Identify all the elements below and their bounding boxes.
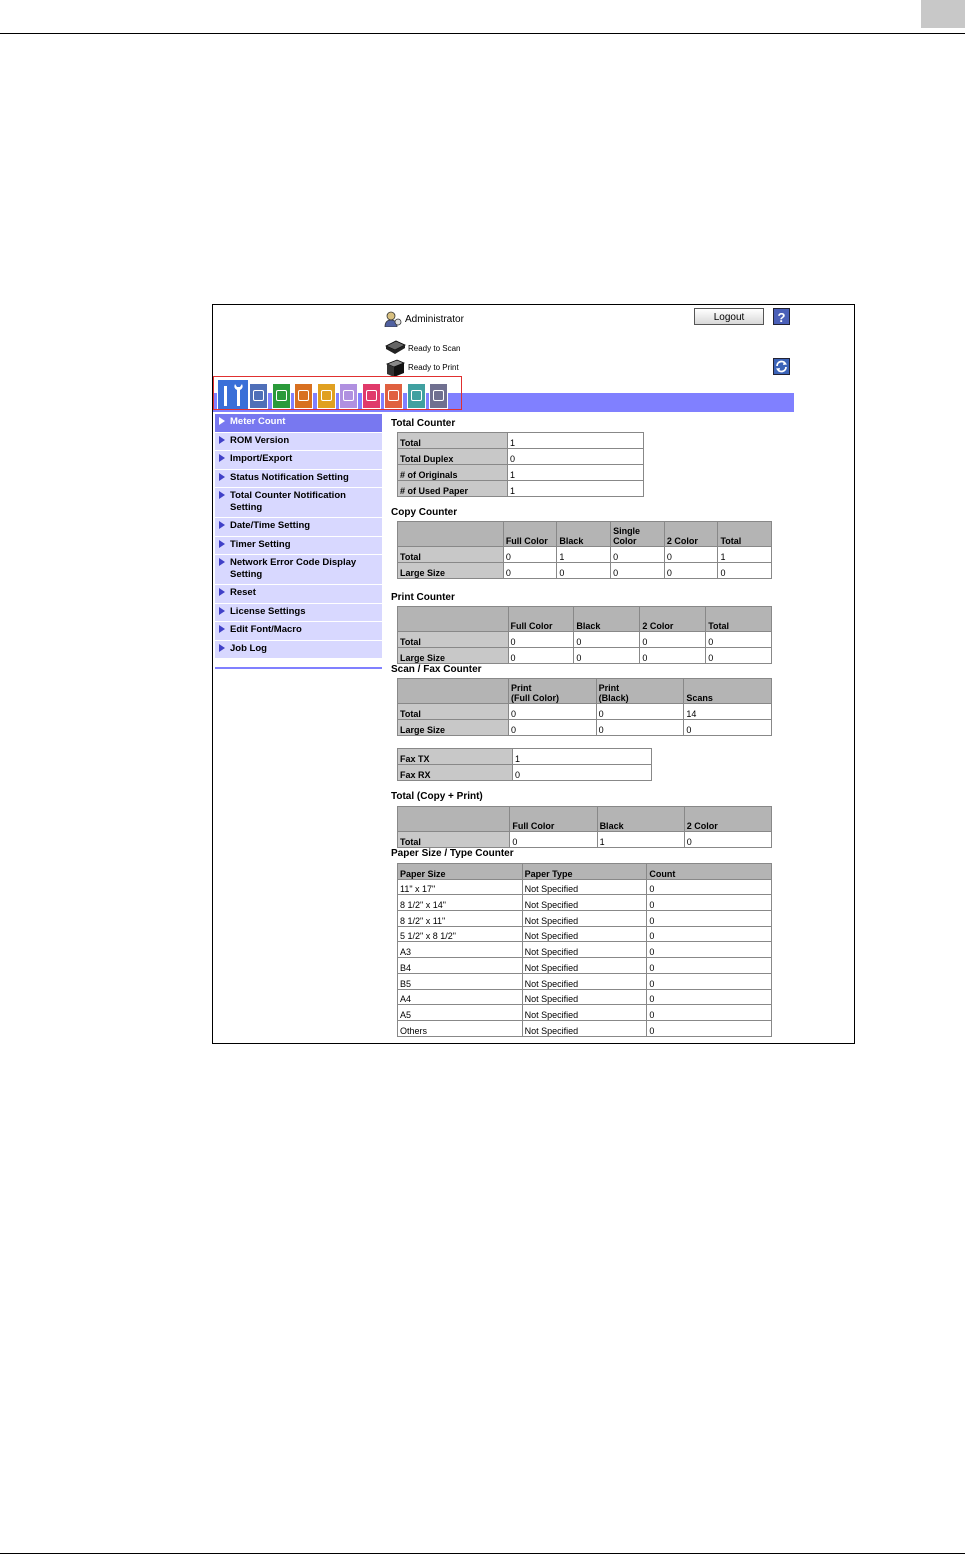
row-label: Large Size [398,648,509,664]
row-value: 0 [611,563,665,579]
header-blank [398,607,509,632]
column-header-line: (Black) [598,693,629,703]
fax-counter-table [397,748,652,781]
row-label: Large Size [398,563,504,579]
paper-counter-table [397,863,772,1037]
paper-size: B4 [398,958,523,974]
paper-size: 8 1/2" x 11" [398,911,523,927]
column-header: Black [557,522,611,547]
row-value: 0 [508,632,574,648]
row-value: 0 [706,648,772,664]
triangle-right-icon [219,454,225,462]
row-label: Total [398,433,508,449]
help-button[interactable]: ? [773,308,790,325]
column-header: Black [574,607,640,632]
row-label: Total [398,832,510,848]
column-header: Full Color [510,807,597,832]
triangle-right-icon [219,491,225,499]
column-header: Full Color [503,522,557,547]
sidebar-item-label: Edit Font/Macro [230,624,302,635]
paper-type: Not Specified [522,926,647,942]
table-row [398,704,772,720]
column-header-line: Scans [686,693,713,703]
column-header: Black [597,807,684,832]
row-value: 1 [508,465,644,481]
sidebar-item[interactable] [215,488,382,518]
table-row [398,765,652,781]
paper-count: 0 [647,926,772,942]
paper-type: Not Specified [522,1005,647,1021]
column-header: Total [706,607,772,632]
row-label: # of Originals [398,465,508,481]
total-copy-print-table [397,806,772,848]
triangle-right-icon [219,607,225,615]
header-blank [398,522,504,547]
paper-count: 0 [647,958,772,974]
print-counter-table [397,606,772,664]
table-row [398,433,644,449]
table-row [398,632,772,648]
paper-count: 0 [647,1005,772,1021]
column-header [684,679,772,704]
sidebar-item[interactable] [215,585,382,604]
paper-type: Not Specified [522,911,647,927]
paper-type: Not Specified [522,1020,647,1036]
sidebar-item-label: ROM Version [230,434,290,446]
sidebar-divider [215,667,382,669]
table-row [398,832,772,848]
row-label: Fax RX [398,765,513,781]
triangle-right-icon [219,473,225,481]
column-header [596,679,684,704]
column-header-line: Print [598,683,620,693]
sidebar-item-label: License Settings [230,605,306,617]
scan-fax-counter-table [397,678,772,736]
row-value: 0 [508,648,574,664]
status-scan: Ready to Scan [408,344,461,353]
table-row [398,989,772,1005]
row-value: 1 [508,433,644,449]
row-label: Total [398,704,509,720]
paper-size: A4 [398,989,523,1005]
sidebar-item[interactable] [215,537,382,556]
paper-size: 5 1/2" x 8 1/2" [398,926,523,942]
column-header: 2 Color [664,522,718,547]
row-value: 0 [574,632,640,648]
table-row [398,481,644,497]
total-counter-table [397,432,644,497]
table-row [398,563,772,579]
row-value: 0 [508,449,644,465]
sidebar-item[interactable] [215,414,382,433]
administrator-label: Administrator [405,314,464,325]
page-bottom-rule [0,1553,965,1554]
table-row [398,1020,772,1036]
sidebar [215,414,382,669]
page-number-box [921,0,965,28]
row-value: 1 [597,832,684,848]
sidebar-item-label: Total Counter Notification Setting [230,490,346,513]
row-label: Fax TX [398,749,513,765]
paper-counter-title: Paper Size / Type Counter [391,848,514,859]
total-counter-title: Total Counter [391,418,456,429]
table-row [398,749,652,765]
column-header-line: (Full Color) [511,693,560,703]
paper-size: A5 [398,1005,523,1021]
sidebar-item[interactable] [215,622,382,641]
table-row [398,895,772,911]
row-value: 0 [718,563,772,579]
table-header-row [398,607,772,632]
row-value: 1 [508,481,644,497]
table-row [398,720,772,736]
row-value: 14 [684,704,772,720]
print-counter-title: Print Counter [391,592,455,603]
table-row [398,926,772,942]
sidebar-item-label: Reset [230,587,256,598]
row-label: Large Size [398,720,509,736]
copy-counter-title: Copy Counter [391,507,458,518]
scanner-icon [384,340,406,355]
triangle-right-icon [219,540,225,548]
column-header: Count [647,864,772,880]
column-header: Total [718,522,772,547]
row-value: 1 [513,749,652,765]
column-header [509,679,597,704]
screenshot-frame [212,304,855,1044]
row-value: 0 [574,648,640,664]
row-value: 0 [664,563,718,579]
table-row [398,958,772,974]
row-value: 0 [596,720,684,736]
sidebar-item-label: Meter Count [230,416,286,427]
row-value: 0 [684,720,772,736]
triangle-right-icon [219,521,225,529]
paper-type: Not Specified [522,879,647,895]
row-value: 0 [640,632,706,648]
paper-type: Not Specified [522,958,647,974]
row-value: 0 [510,832,597,848]
paper-type: Not Specified [522,973,647,989]
triangle-right-icon [219,436,225,444]
paper-type: Not Specified [522,989,647,1005]
row-label: # of Used Paper [398,481,508,497]
sidebar-item[interactable] [215,470,382,489]
table-row [398,547,772,563]
triangle-right-icon [219,625,225,633]
paper-type: Not Specified [522,942,647,958]
row-value: 0 [509,704,597,720]
total-copy-print-title: Total (Copy + Print) [391,791,483,802]
column-header: Paper Size [398,864,523,880]
table-header-row [398,679,772,704]
row-value: 0 [664,547,718,563]
scan-fax-counter-title: Scan / Fax Counter [391,664,482,675]
row-value: 0 [513,765,652,781]
column-header: Single Color [611,522,665,547]
sidebar-item-label: Date/Time Setting [230,520,311,531]
table-row [398,879,772,895]
table-row [398,648,772,664]
table-row [398,1005,772,1021]
triangle-right-icon [219,558,225,566]
paper-size: A3 [398,942,523,958]
sidebar-item-label: Network Error Code Display Setting [230,557,357,580]
column-header: 2 Color [684,807,771,832]
table-row [398,973,772,989]
sidebar-item-label: Timer Setting [230,538,291,550]
column-header: Paper Type [522,864,647,880]
header-blank [398,679,509,704]
sidebar-item[interactable] [215,451,382,470]
column-header: 2 Color [640,607,706,632]
row-label: Total [398,632,509,648]
triangle-right-icon [219,644,225,652]
row-label: Total [398,547,504,563]
table-row [398,911,772,927]
table-header-row [398,864,772,880]
triangle-right-icon [219,588,225,596]
row-value: 0 [557,563,611,579]
table-header-row [398,522,772,547]
page-top-rule [0,33,965,34]
row-value: 0 [684,832,771,848]
sidebar-item-label: Job Log [230,642,267,654]
sidebar-item[interactable] [215,433,382,452]
paper-count: 0 [647,989,772,1005]
table-row [398,449,644,465]
refresh-icon [775,360,788,373]
paper-count: 0 [647,942,772,958]
printer-icon [384,359,406,377]
administrator-icon [384,311,402,327]
sidebar-item[interactable] [215,518,382,537]
paper-size: 11" x 17" [398,879,523,895]
paper-count: 0 [647,895,772,911]
logout-button[interactable]: Logout [694,308,764,325]
header-blank [398,807,510,832]
copy-counter-table [397,521,772,579]
row-value: 0 [503,563,557,579]
row-value: 0 [596,704,684,720]
row-value: 1 [718,547,772,563]
paper-type: Not Specified [522,895,647,911]
paper-count: 0 [647,1020,772,1036]
paper-count: 0 [647,973,772,989]
tab-highlight-box [213,376,462,410]
table-row [398,465,644,481]
paper-size: B5 [398,973,523,989]
sidebar-item[interactable] [215,555,382,585]
row-value: 0 [509,720,597,736]
paper-count: 0 [647,879,772,895]
table-header-row [398,807,772,832]
status-print: Ready to Print [408,363,459,372]
column-header: Full Color [508,607,574,632]
row-label: Total Duplex [398,449,508,465]
row-value: 0 [611,547,665,563]
sidebar-item-label: Status Notification Setting [230,471,349,483]
paper-count: 0 [647,911,772,927]
column-header-line: Print [511,683,532,693]
row-value: 1 [557,547,611,563]
row-value: 0 [640,648,706,664]
triangle-right-icon [219,417,225,425]
sidebar-item[interactable] [215,604,382,623]
table-row [398,942,772,958]
paper-size: 8 1/2" x 14" [398,895,523,911]
row-value: 0 [503,547,557,563]
sidebar-item[interactable] [215,641,382,660]
row-value: 0 [706,632,772,648]
sidebar-item-label: Import/Export [230,453,293,464]
paper-size: Others [398,1020,523,1036]
refresh-button[interactable] [773,358,790,375]
